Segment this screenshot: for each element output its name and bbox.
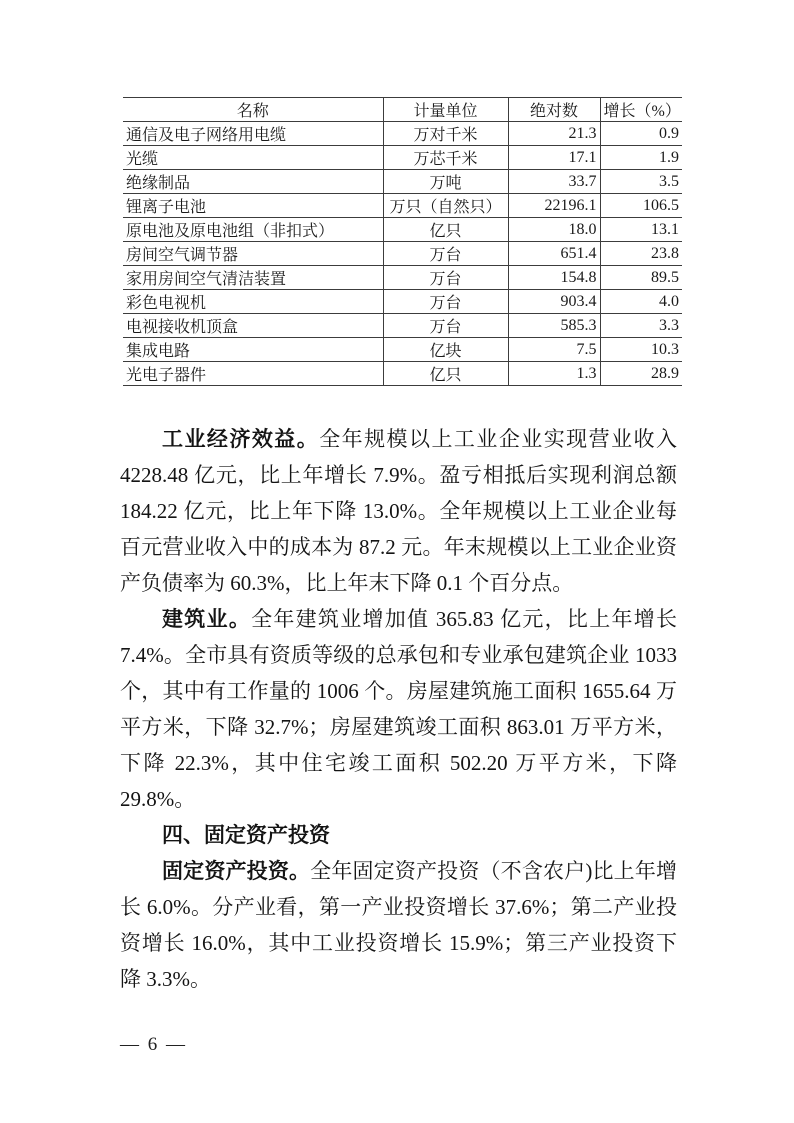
industrial-products-table — [123, 97, 682, 386]
cell-growth: 3.5 — [600, 170, 682, 194]
cell-unit: 万吨 — [383, 170, 508, 194]
table-row — [123, 290, 682, 314]
table-row — [123, 242, 682, 266]
table-row — [123, 194, 682, 218]
paragraph-lead: 建筑业。 — [162, 607, 252, 631]
cell-unit: 万对千米 — [383, 122, 508, 146]
cell-absolute: 17.1 — [508, 146, 600, 170]
table-row — [123, 338, 682, 362]
cell-absolute: 22196.1 — [508, 194, 600, 218]
cell-name: 房间空气调节器 — [123, 242, 383, 266]
paragraph-industrial-efficiency — [120, 421, 677, 601]
paragraph-body: 全年建筑业增加值 365.83 亿元，比上年增长 7.4%。全市具有资质等级的总承包和专业承包建筑企业 1033 个，其中有工作量的 1006 个。房屋建筑施工面积 1655.64 万平方米，下降 32.7%；房屋建筑竣工面积 863.01 万平方米，下降 22.3%，其中住宅竣工面积 502.20 万平方米，下降 29.8%。 — [120, 607, 678, 811]
cell-name: 集成电路 — [123, 338, 383, 362]
cell-name: 原电池及原电池组（非扣式） — [123, 218, 383, 242]
table-header-row — [123, 98, 682, 122]
cell-growth: 1.9 — [600, 146, 682, 170]
table-row — [123, 314, 682, 338]
cell-unit: 万台 — [383, 314, 508, 338]
cell-name: 通信及电子网络用电缆 — [123, 122, 383, 146]
table-row — [123, 218, 682, 242]
cell-absolute: 1.3 — [508, 362, 600, 386]
cell-growth: 10.3 — [600, 338, 682, 362]
table-row — [123, 362, 682, 386]
cell-unit: 万芯千米 — [383, 146, 508, 170]
table-header-unit: 计量单位 — [383, 98, 508, 122]
paragraph-body: 全年规模以上工业企业实现营业收入 4228.48 亿元，比上年增长 7.9%。盈亏相抵后实现利润总额 184.22 亿元，比上年下降 13.0%。全年规模以上工业企业每百元营业收入中的成本为 87.2 元。年末规模以上工业企业资产负债率为 60.3%，比上年末下降 0.1 个百分点。 — [120, 427, 678, 595]
cell-growth: 28.9 — [600, 362, 682, 386]
cell-name: 绝缘制品 — [123, 170, 383, 194]
cell-unit: 万只（自然只） — [383, 194, 508, 218]
cell-name: 彩色电视机 — [123, 290, 383, 314]
paragraph-fixed-asset-investment — [120, 853, 677, 997]
cell-absolute: 21.3 — [508, 122, 600, 146]
cell-absolute: 18.0 — [508, 218, 600, 242]
cell-unit: 万台 — [383, 266, 508, 290]
table-row — [123, 146, 682, 170]
cell-absolute: 33.7 — [508, 170, 600, 194]
table-row — [123, 170, 682, 194]
paragraph-construction — [120, 601, 677, 817]
cell-absolute: 651.4 — [508, 242, 600, 266]
cell-name: 电视接收机顶盒 — [123, 314, 383, 338]
cell-growth: 3.3 — [600, 314, 682, 338]
paragraph-body: 全年固定资产投资（不含农户)比上年增长 6.0%。分产业看，第一产业投资增长 37.6%；第二产业投资增长 16.0%，其中工业投资增长 15.9%；第三产业投资下降 3.3%。 — [120, 859, 677, 991]
table-header-name: 名称 — [123, 98, 383, 122]
page-number: — 6 — — [120, 1034, 187, 1055]
cell-growth: 13.1 — [600, 218, 682, 242]
cell-absolute: 903.4 — [508, 290, 600, 314]
cell-growth: 4.0 — [600, 290, 682, 314]
table-header-absolute: 绝对数 — [508, 98, 600, 122]
cell-name: 家用房间空气清洁装置 — [123, 266, 383, 290]
cell-growth: 106.5 — [600, 194, 682, 218]
paragraph-lead: 工业经济效益。 — [162, 427, 320, 451]
cell-unit: 亿只 — [383, 362, 508, 386]
cell-growth: 89.5 — [600, 266, 682, 290]
cell-growth: 0.9 — [600, 122, 682, 146]
cell-name: 光缆 — [123, 146, 383, 170]
document-body — [120, 421, 677, 997]
cell-unit: 亿只 — [383, 218, 508, 242]
cell-name: 光电子器件 — [123, 362, 383, 386]
cell-absolute: 7.5 — [508, 338, 600, 362]
cell-absolute: 585.3 — [508, 314, 600, 338]
section-heading-fixed-asset-investment: 四、固定资产投资 — [162, 823, 330, 847]
cell-absolute: 154.8 — [508, 266, 600, 290]
table-row — [123, 266, 682, 290]
table-row — [123, 122, 682, 146]
cell-growth: 23.8 — [600, 242, 682, 266]
table-header-growth: 增长（%） — [600, 98, 682, 122]
paragraph-lead: 固定资产投资。 — [162, 859, 311, 883]
cell-unit: 万台 — [383, 290, 508, 314]
cell-unit: 亿块 — [383, 338, 508, 362]
cell-unit: 万台 — [383, 242, 508, 266]
cell-name: 锂离子电池 — [123, 194, 383, 218]
